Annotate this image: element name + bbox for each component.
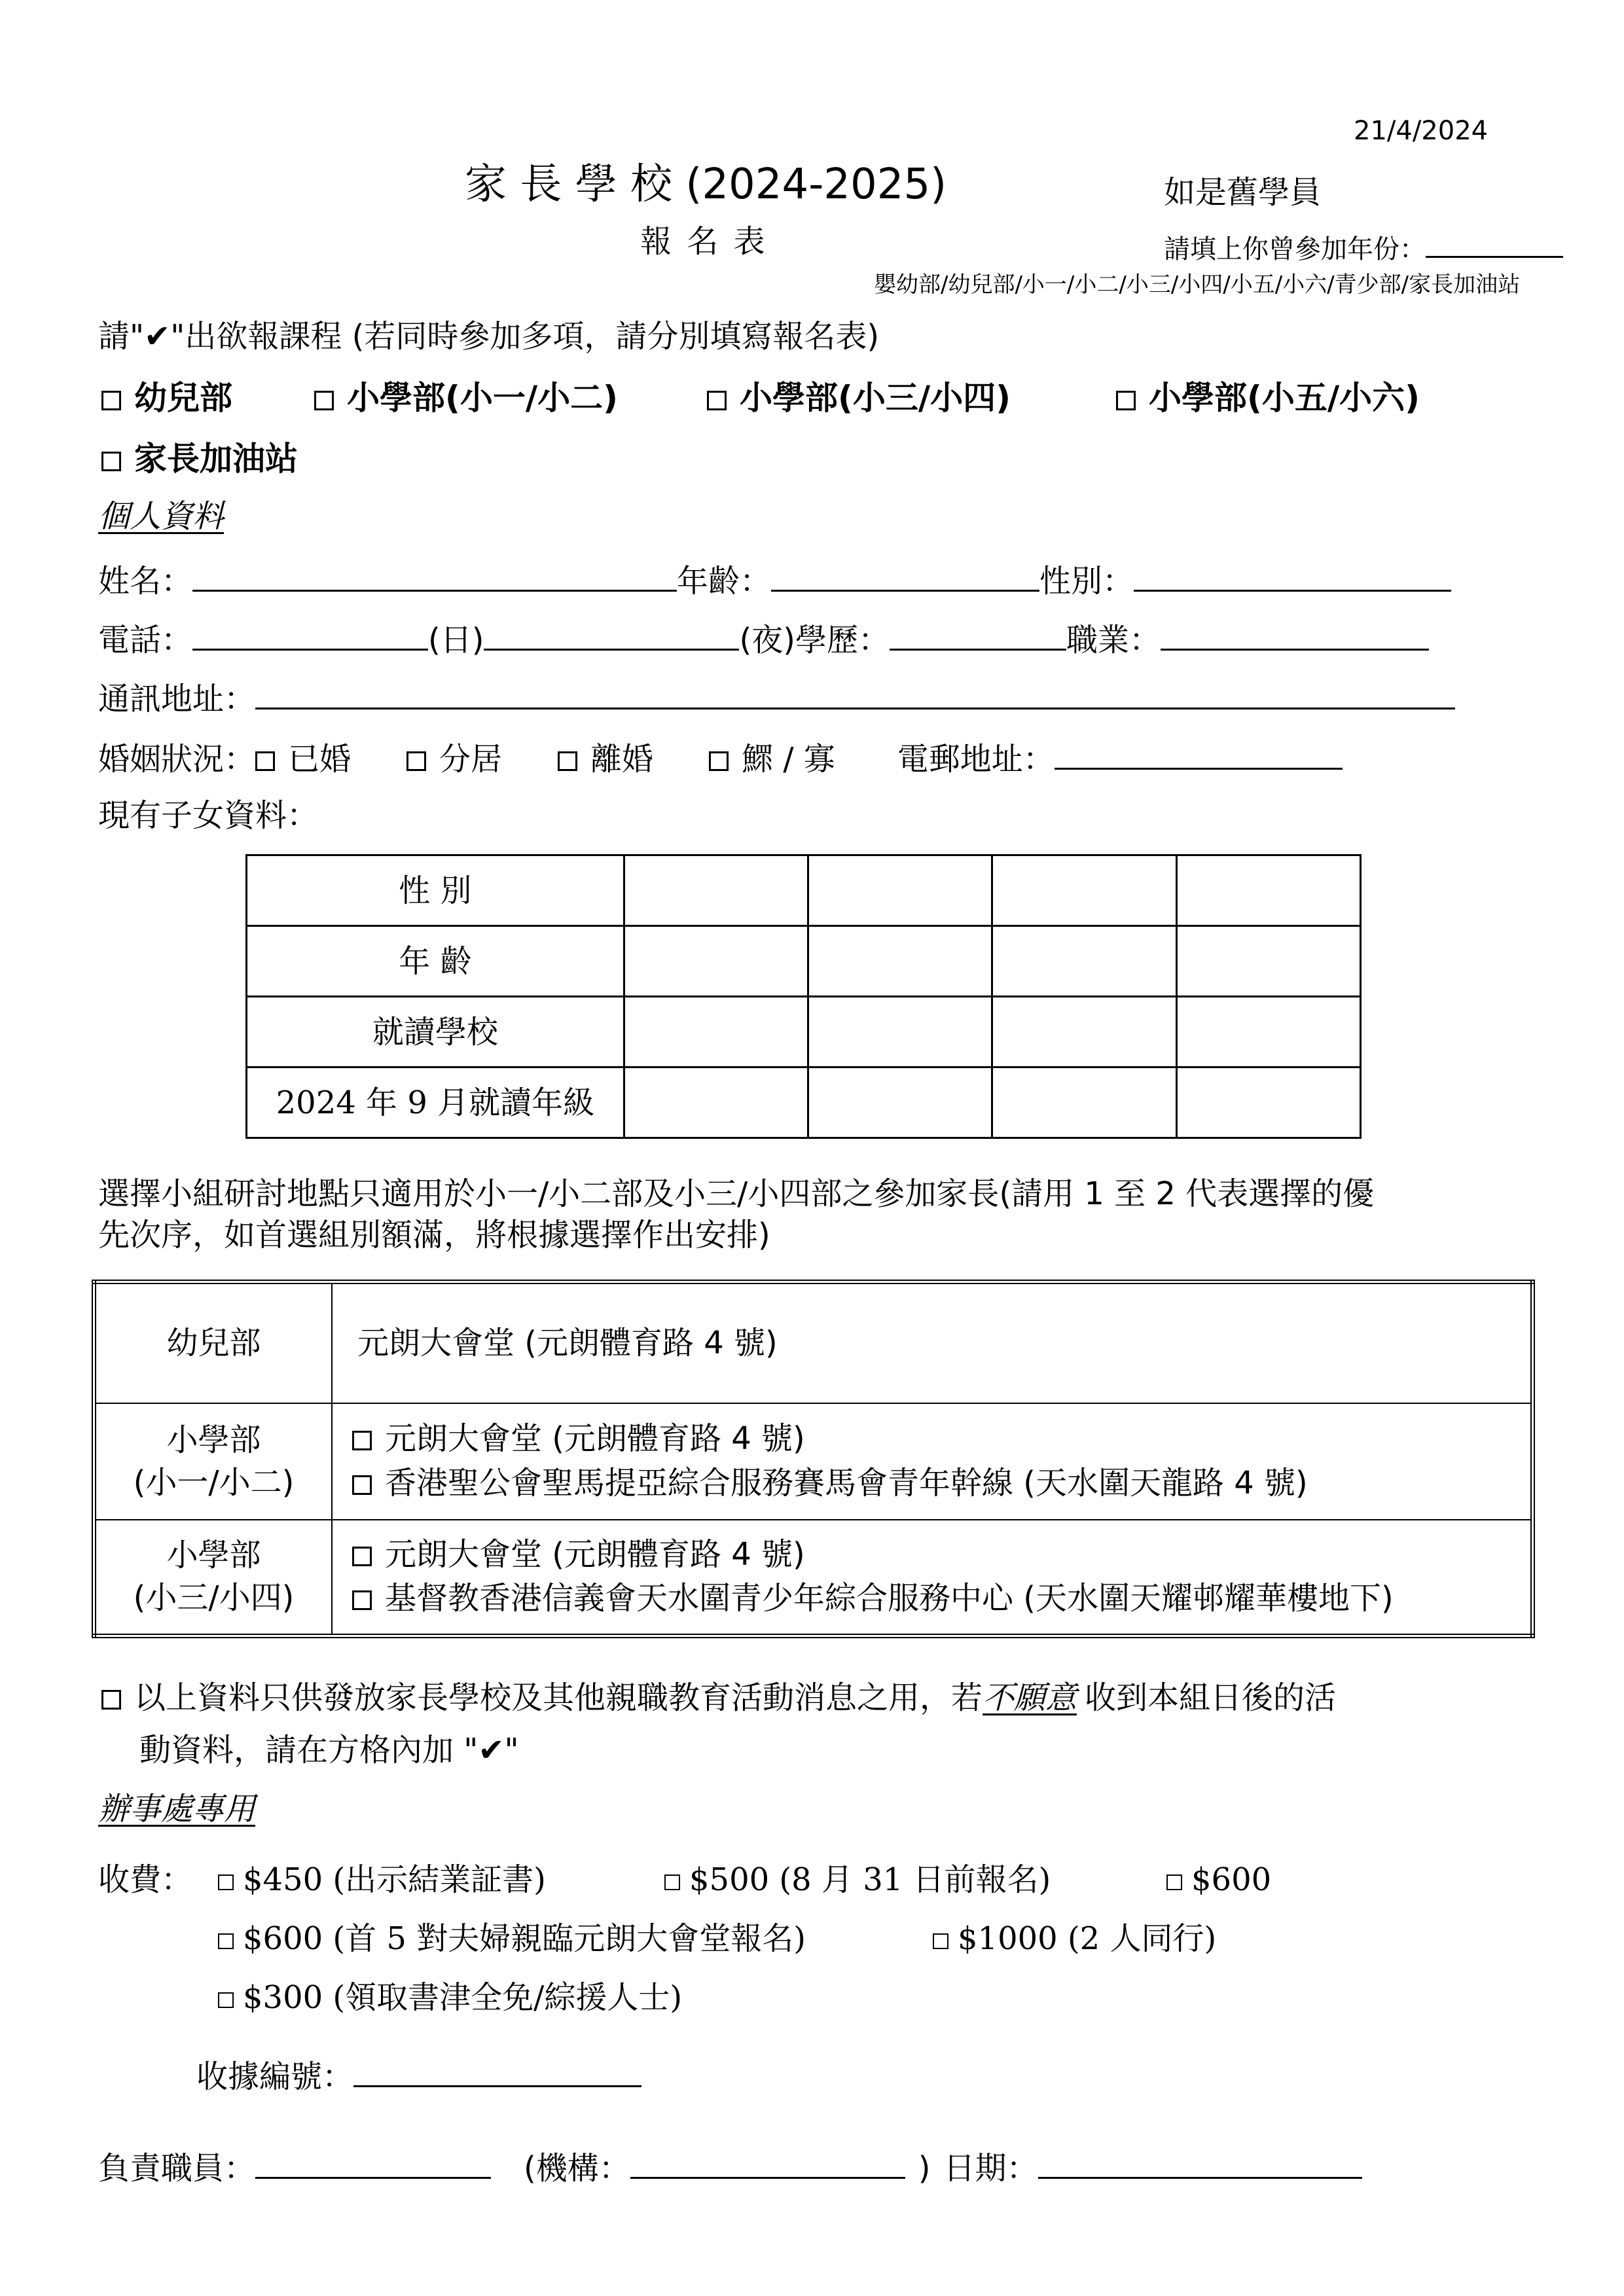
table-cell[interactable]	[1176, 926, 1360, 997]
course-option-kindergarten[interactable]	[101, 379, 232, 417]
previous-year-field[interactable]	[1426, 232, 1563, 258]
previous-departments: 嬰幼部/幼兒部/小一/小二/小三/小四/小五/小六/青少部/家長加油站	[874, 272, 1521, 298]
name-row	[98, 560, 1451, 600]
table-cell[interactable]	[992, 1067, 1176, 1138]
table-row	[247, 997, 1361, 1067]
fee-text: $600 (首 5 對夫婦親臨元朗大會堂報名)	[243, 1920, 806, 1957]
table-cell[interactable]	[808, 997, 992, 1067]
venue-dept-label: 小學部	[166, 1537, 261, 1574]
address-row	[98, 677, 1455, 715]
privacy-text-end: 收到本組日後的活	[1085, 1679, 1337, 1716]
privacy-unwilling: 不願意	[983, 1679, 1077, 1716]
fee-option[interactable]	[218, 1920, 806, 1957]
marital-option: 離婚	[590, 741, 654, 778]
venue-locations	[332, 1520, 1533, 1636]
fee-text: $500 (8 月 31 日前報名)	[689, 1861, 1051, 1898]
venue-location: 元朗大會堂 (元朗體育路 4 號)	[385, 1536, 805, 1573]
date-label: 日期：	[943, 2150, 1038, 2187]
email-field[interactable]	[1055, 738, 1343, 770]
table-cell[interactable]	[624, 997, 808, 1067]
phone-night-label: (夜)	[739, 622, 795, 658]
education-label: 學歷：	[795, 622, 890, 658]
course-label: 小學部(小五/小六)	[1149, 379, 1420, 417]
table-row	[94, 1282, 1533, 1403]
phone-day-label: (日)	[428, 622, 484, 658]
course-checkbox[interactable]	[314, 391, 334, 410]
course-checkbox[interactable]	[707, 391, 727, 410]
fee-text: $600	[1191, 1861, 1272, 1898]
phone-row	[98, 619, 1429, 656]
venue-dept-grades: (小三/小四)	[133, 1579, 295, 1617]
venue-dept	[94, 1520, 333, 1636]
table-cell[interactable]	[1176, 855, 1360, 926]
course-instruction: 請"✔"出欲報課程 (若同時參加多項，請分別填寫報名表)	[98, 318, 880, 355]
form-date: 21/4/2024	[1354, 116, 1489, 146]
privacy-checkbox[interactable]	[101, 1690, 121, 1710]
fee-option[interactable]	[218, 1861, 546, 1898]
phone-night-field[interactable]	[484, 619, 739, 651]
phone-day-field[interactable]	[192, 619, 428, 651]
venue-checkbox[interactable]	[352, 1475, 372, 1495]
fee-checkbox[interactable]	[933, 1933, 948, 1949]
venue-note-line2: 先次序，如首選組別額滿，將根據選擇作出安排)	[98, 1217, 770, 1253]
fee-text: $1000 (2 人同行)	[958, 1920, 1217, 1957]
fee-checkbox[interactable]	[218, 1933, 234, 1949]
table-row	[247, 1067, 1361, 1138]
course-label: 小學部(小三/小四)	[740, 379, 1011, 417]
course-checkbox[interactable]	[1116, 391, 1136, 410]
table-cell[interactable]	[992, 926, 1176, 997]
fee-text: $450 (出示結業証書)	[243, 1861, 546, 1898]
marital-checkbox-separated[interactable]	[406, 751, 426, 771]
course-checkbox[interactable]	[101, 452, 121, 471]
table-cell[interactable]	[808, 926, 992, 997]
office-heading: 辦事處專用	[98, 1791, 256, 1827]
venue-dept	[94, 1282, 333, 1403]
fee-checkbox[interactable]	[664, 1874, 680, 1890]
receipt-field[interactable]	[353, 2055, 641, 2087]
fee-option[interactable]	[933, 1920, 1217, 1957]
name-field[interactable]	[192, 560, 677, 592]
privacy-line2: 動資料，請在方格內加 "✔"	[139, 1732, 519, 1768]
staff-label: 負責職員：	[98, 2150, 256, 2187]
table-cell[interactable]	[992, 997, 1176, 1067]
venue-dept-label: 小學部	[166, 1421, 261, 1458]
venue-locations	[332, 1282, 1533, 1403]
venue-dept-grades: (小一/小二)	[133, 1463, 295, 1501]
page-subtitle: 報 名 表	[640, 223, 768, 260]
occupation-field[interactable]	[1161, 619, 1429, 651]
staff-field[interactable]	[255, 2147, 491, 2179]
email-label: 電郵地址：	[897, 741, 1055, 778]
education-field[interactable]	[890, 619, 1066, 651]
fee-option[interactable]	[218, 1979, 683, 2016]
table-cell[interactable]	[1176, 997, 1360, 1067]
table-cell[interactable]	[808, 855, 992, 926]
venue-location: 香港聖公會聖馬提亞綜合服務賽馬會青年幹線 (天水圍天龍路 4 號)	[385, 1464, 1308, 1501]
staff-row	[98, 2147, 1362, 2187]
fee-text: $300 (領取書津全免/綜援人士)	[243, 1979, 683, 2016]
marital-row	[98, 738, 1343, 778]
table-cell[interactable]	[1176, 1067, 1360, 1138]
table-cell[interactable]	[624, 926, 808, 997]
course-label: 家長加油站	[134, 440, 298, 478]
phone-label: 電話：	[98, 622, 193, 658]
receipt-label: 收據編號：	[196, 2058, 354, 2095]
fee-option[interactable]	[1166, 1861, 1272, 1898]
course-option-parent-station[interactable]	[101, 440, 298, 478]
address-field[interactable]	[255, 677, 1455, 709]
table-cell[interactable]	[624, 855, 808, 926]
org-label: (機構：	[524, 2150, 630, 2187]
table-cell[interactable]	[808, 1067, 992, 1138]
gender-label: 性別：	[1039, 563, 1134, 600]
name-label: 姓名：	[98, 563, 193, 600]
table-row	[94, 1403, 1533, 1520]
fee-checkbox[interactable]	[218, 1992, 234, 2008]
privacy-text: 以上資料只供發放家長學校及其他親職教育活動消息之用，若	[134, 1679, 983, 1716]
previous-year-text: 請填上你曾參加年份：	[1164, 234, 1426, 264]
org-field[interactable]	[630, 2147, 905, 2179]
row-label-age: 年 齡	[247, 926, 624, 997]
personal-heading: 個人資料	[98, 498, 225, 535]
course-option-p5-p6[interactable]	[1116, 379, 1420, 417]
age-field[interactable]	[771, 560, 1039, 592]
course-option-p1-p2[interactable]	[314, 379, 618, 417]
fee-option[interactable]	[664, 1861, 1051, 1898]
fee-label: 收費：	[98, 1861, 193, 1898]
gender-field[interactable]	[1134, 560, 1451, 592]
row-label-school: 就讀學校	[247, 997, 624, 1067]
org-close: )	[918, 2150, 931, 2187]
children-table	[245, 854, 1362, 1139]
course-checkbox[interactable]	[101, 391, 121, 410]
marital-checkbox-divorced[interactable]	[558, 751, 577, 771]
venue-location: 元朗大會堂 (元朗體育路 4 號)	[357, 1324, 778, 1361]
page-title: 家 長 學 校 (2024-2025)	[465, 160, 947, 209]
marital-label: 婚姻狀況：	[98, 741, 256, 778]
venue-table	[92, 1280, 1535, 1638]
children-heading: 現有子女資料：	[98, 797, 319, 834]
venue-location: 基督教香港信義會天水圍青少年綜合服務中心 (天水圍天耀邨耀華樓地下)	[385, 1580, 1394, 1617]
privacy-line1	[101, 1679, 1337, 1716]
course-label: 幼兒部	[134, 379, 232, 417]
course-label: 小學部(小一/小二)	[347, 379, 618, 417]
age-label: 年齡：	[677, 563, 772, 600]
table-row	[247, 926, 1361, 997]
venue-checkbox[interactable]	[352, 1431, 372, 1450]
table-cell[interactable]	[624, 1067, 808, 1138]
venue-checkbox[interactable]	[352, 1590, 372, 1610]
course-option-p3-p4[interactable]	[707, 379, 1011, 417]
venue-option[interactable]	[352, 1462, 1530, 1505]
date-field[interactable]	[1038, 2147, 1362, 2179]
marital-checkbox-widowed[interactable]	[709, 751, 729, 771]
marital-checkbox-married[interactable]	[255, 751, 275, 771]
table-cell[interactable]	[992, 855, 1176, 926]
marital-option: 已婚	[288, 741, 352, 778]
previous-year-label	[1164, 232, 1563, 262]
table-row	[247, 855, 1361, 926]
venue-checkbox[interactable]	[352, 1547, 372, 1566]
row-label-grade: 2024 年 9 月就讀年級	[247, 1067, 624, 1138]
receipt-row	[196, 2055, 641, 2095]
venue-dept-label: 幼兒部	[166, 1324, 261, 1361]
venue-locations	[332, 1403, 1533, 1520]
table-row	[94, 1520, 1533, 1636]
row-label-gender: 性 別	[247, 855, 624, 926]
venue-option[interactable]	[352, 1533, 1530, 1577]
venue-location: 元朗大會堂 (元朗體育路 4 號)	[385, 1420, 805, 1458]
address-label: 通訊地址：	[98, 681, 256, 717]
fee-checkbox[interactable]	[1166, 1874, 1182, 1890]
venue-dept	[94, 1403, 333, 1520]
fee-checkbox[interactable]	[218, 1874, 234, 1890]
venue-note-line1: 選擇小組研討地點只適用於小一/小二部及小三/小四部之參加家長(請用 1 至 2 代表選擇的優	[98, 1175, 1375, 1212]
marital-option: 鰥 / 寡	[742, 741, 835, 778]
marital-option: 分居	[439, 741, 503, 778]
previous-student-heading: 如是舊學員	[1164, 174, 1322, 211]
venue-option[interactable]	[352, 1577, 1530, 1621]
venue-option[interactable]	[352, 1417, 1530, 1461]
occupation-label: 職業：	[1066, 622, 1161, 658]
